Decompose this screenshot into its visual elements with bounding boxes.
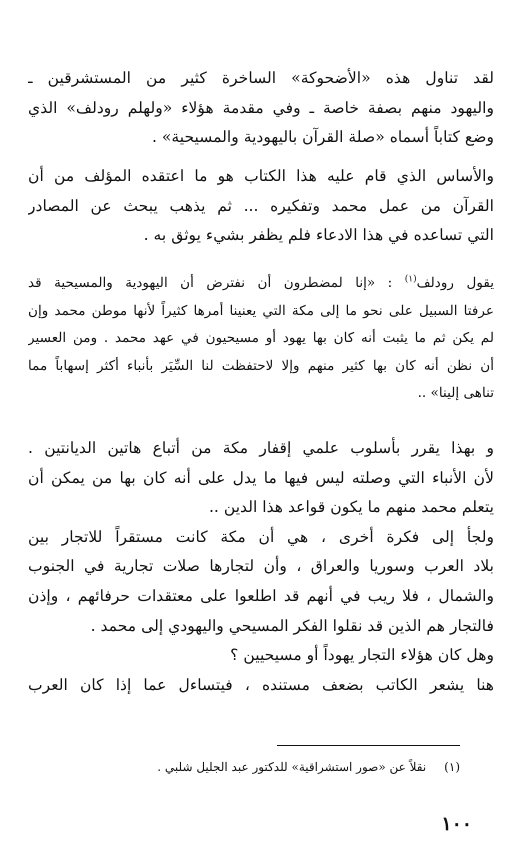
text-line: و بهذا يقرر بأسلوب علمي إقفار مكة من أتباع هاتين الديانتين .: [28, 439, 494, 457]
footnote-marker: (١): [404, 274, 417, 285]
text-line: لم يكن ثم ما يثبت أنه كان بها يهود أو مسيحيون في عهد محمد . ومن العسير: [28, 330, 494, 346]
text-line: وهل كان هؤلاء التجار يهوداً أو مسيحيين ؟: [230, 646, 494, 665]
footnote: [120, 757, 460, 777]
footnote-divider: [277, 745, 460, 746]
text-line: لقد تناول هذه «الأضحوكة» الساخرة كثير من المستشرقين ـ: [28, 69, 494, 87]
text-line: عرفتا السبيل على نحو ما إلى مكة التي يعنينا أمرها كثيراً لأنها موطن محمد وإن: [28, 302, 494, 319]
text-line: واليهود منهم بصفة خاصة ـ وفي مقدمة هؤلاء «ولهلم رودلف» الذي: [28, 98, 494, 117]
text-line: هنا يشعر الكاتب بضعف مستنده ، فيتساءل عما إذا كان العرب: [28, 675, 494, 694]
quote-line-text: يقول رودلف$^{(١)}$ : «إنا لمضطرون أن نفترض أن اليهودية والمسيحية قد: [28, 274, 494, 291]
text-line: التي تساعده في هذا الادعاء فلم يظفر بشيء يوثق به .: [143, 226, 494, 245]
text-line: وضع كتاباً أسماه «صلة القرآن باليهودية والمسيحية» .: [151, 128, 494, 147]
footnote-number: (١): [444, 760, 460, 774]
text-line: أن نظن أنه كان بها كثير منهم وإلا لاحتفظت لنا السِّيَر بأنباء أكثر إسهاباً مما: [28, 357, 494, 374]
text-line: يتعلم محمد منهم ما يكون قواعد هذا الدين ..: [208, 498, 494, 517]
text-line: والشمال ، فلا ريب في أنهم قد اطلعوا على معتقدات حرفائهم ، وإذن: [28, 586, 494, 605]
text-line: ولجأ إلى فكرة أخرى ، هي أن مكة كانت مستقراً للاتجار بين: [28, 527, 494, 546]
text-line: القرآن من عمل محمد وتفكيره ... ثم يذهب يبحث عن المصادر: [28, 196, 494, 215]
text-line: تناهى إلينا» ..: [417, 385, 494, 401]
text-line: فالتجار هم الذين قد نقلوا الفكر المسيحي واليهودي إلى محمد .: [90, 616, 494, 635]
quote-paragraph: [28, 270, 494, 408]
text-line: بلاد العرب وسوريا والعراق ، وأن لتجارها صلات تجارية في الجنوب: [28, 557, 494, 576]
text-line: والأساس الذي قام عليه هذا الكتاب هو ما اعتقده المؤلف من أن: [28, 167, 494, 185]
paragraph-1: [28, 64, 494, 153]
paragraph-3: [28, 434, 494, 700]
footnote-text: نقلاً عن «صور استشراقية» للدكتور عبد الجليل شلبي .: [157, 760, 427, 774]
page-number: ١٠٠: [441, 813, 472, 835]
paragraph-2: [28, 162, 494, 251]
text-line: [28, 270, 494, 298]
text-line: لأن الأنباء التي وصلته ليس فيها ما يدل على أنه كان بها من يمكن أن: [28, 468, 494, 487]
